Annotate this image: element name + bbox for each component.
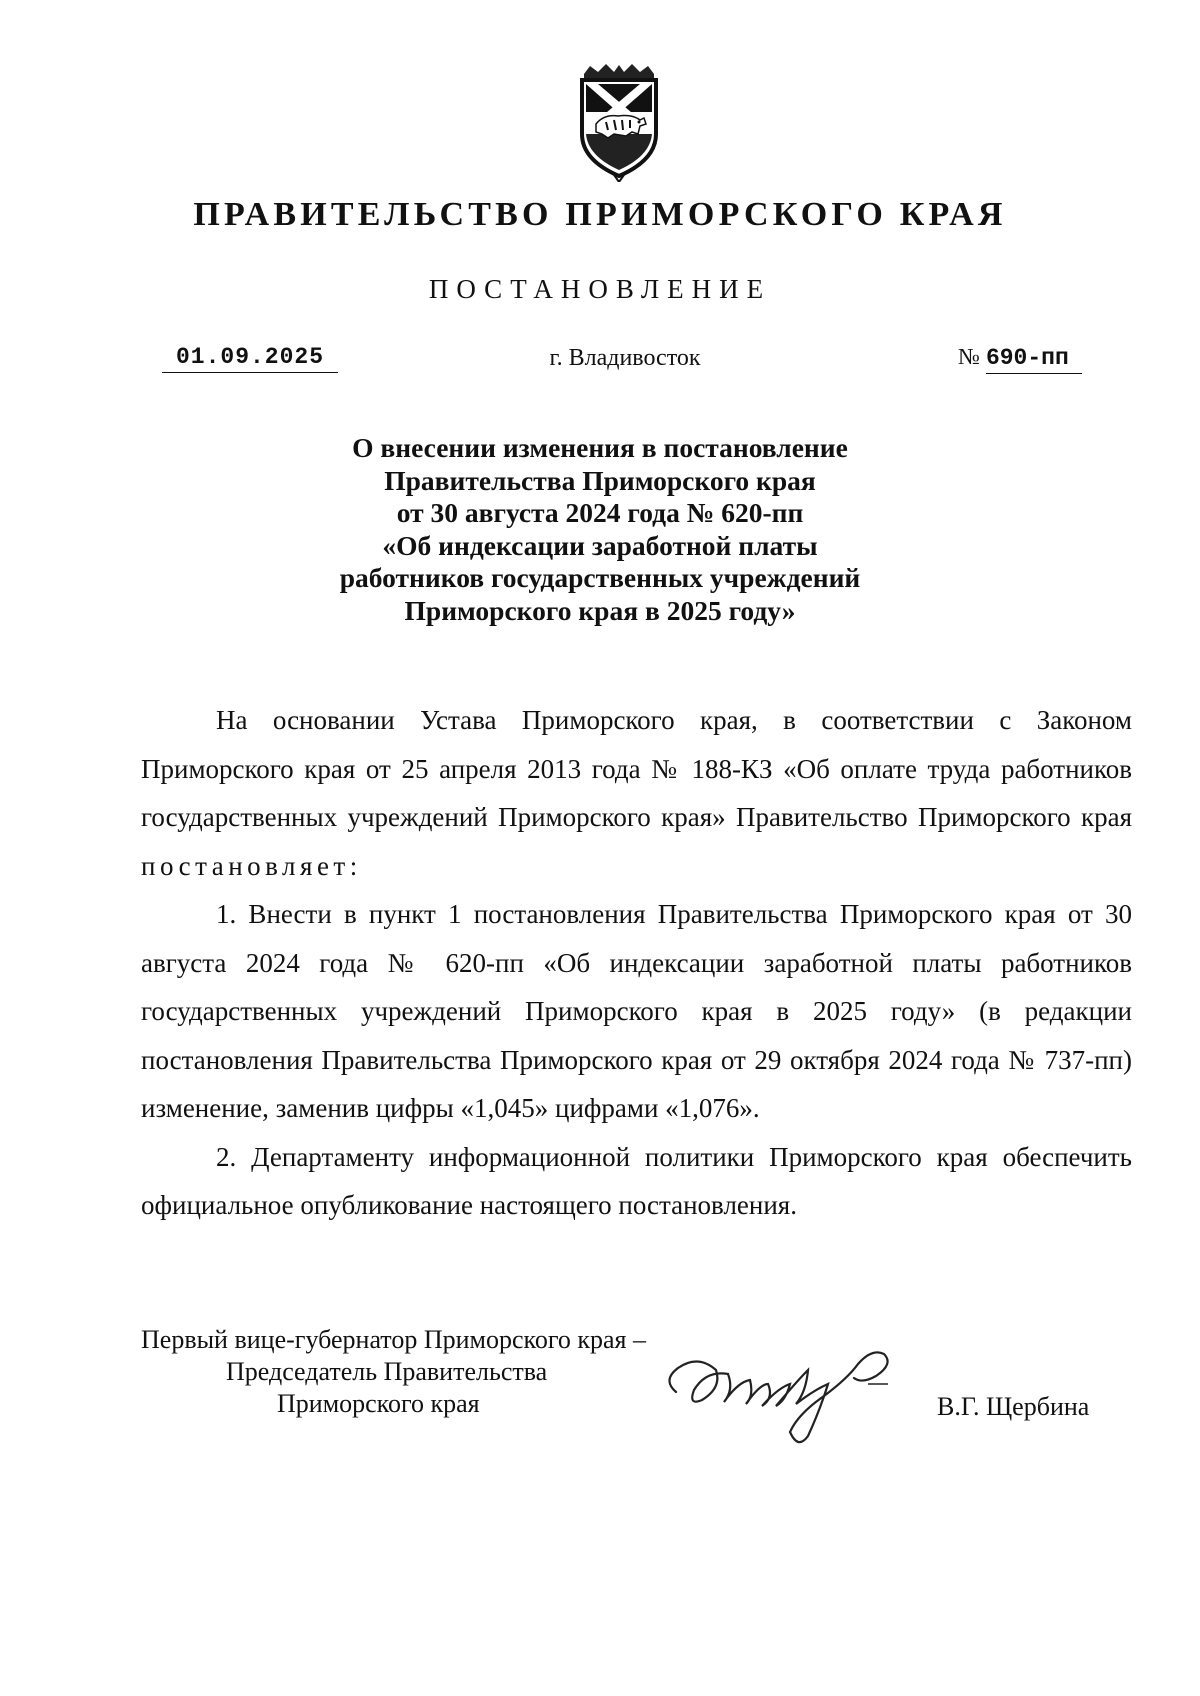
document-type: ПОСТАНОВЛЕНИЕ xyxy=(428,274,772,304)
document-subject xyxy=(0,432,1200,627)
document-city: г. Владивосток xyxy=(549,345,701,371)
signatory-name: В.Г. Щербина xyxy=(937,1392,1090,1421)
government-title: ПРАВИТЕЛЬСТВО ПРИМОРСКОГО КРАЯ xyxy=(193,196,1007,233)
number-value: 690-пп xyxy=(986,345,1082,374)
position-line: Приморского края xyxy=(277,1389,480,1418)
point-1-paragraph: 1. Внести в пункт 1 постановления Правительства Приморского края от 30 августа 2024 года № 620-пп «Об индексации заработной платы работников государственных учреждений Приморского края в 2025 году» (в редакции постановления Правительства Приморского края от 29 октября 2024 года № 737-пп) изменение, заменив цифры «1,045» цифрами «1,076». xyxy=(141,899,1132,1123)
point-2-paragraph: 2. Департаменту информационной политики Приморского края обеспечить официальное опубликование настоящего постановления. xyxy=(141,1141,1132,1220)
position-line: Председатель Правительства xyxy=(226,1357,548,1386)
subject-line: Приморского края в 2025 году» xyxy=(404,594,796,626)
preamble-paragraph xyxy=(141,696,1132,890)
position-line: Первый вице-губернатор Приморского края – xyxy=(141,1325,646,1354)
document-number xyxy=(958,344,1082,374)
preamble-verb: постановляет: xyxy=(141,850,362,881)
subject-line: работников государственных учреждений xyxy=(339,562,861,593)
subject-line: от 30 августа 2024 года № 620-пп xyxy=(396,497,804,528)
handwritten-signature xyxy=(658,1340,938,1450)
subject-line: «Об индексации заработной платы xyxy=(382,529,818,561)
preamble-text: На основании Устава Приморского края, в соответствии с Законом Приморского края от 25 апреля 2013 года № 188-КЗ «Об оплате труда работников государственных учреждений Приморского края» Правительство Приморского края xyxy=(141,705,1132,832)
signatory-position xyxy=(141,1324,646,1420)
number-prefix: № xyxy=(958,344,980,369)
document-date: 01.09.2025 xyxy=(162,344,338,373)
subject-line: Правительства Приморского края xyxy=(384,464,816,496)
document-body xyxy=(141,696,1132,1230)
primorsky-krai-coat-of-arms-icon xyxy=(576,64,662,182)
subject-line: О внесении изменения в постановление xyxy=(352,432,848,463)
